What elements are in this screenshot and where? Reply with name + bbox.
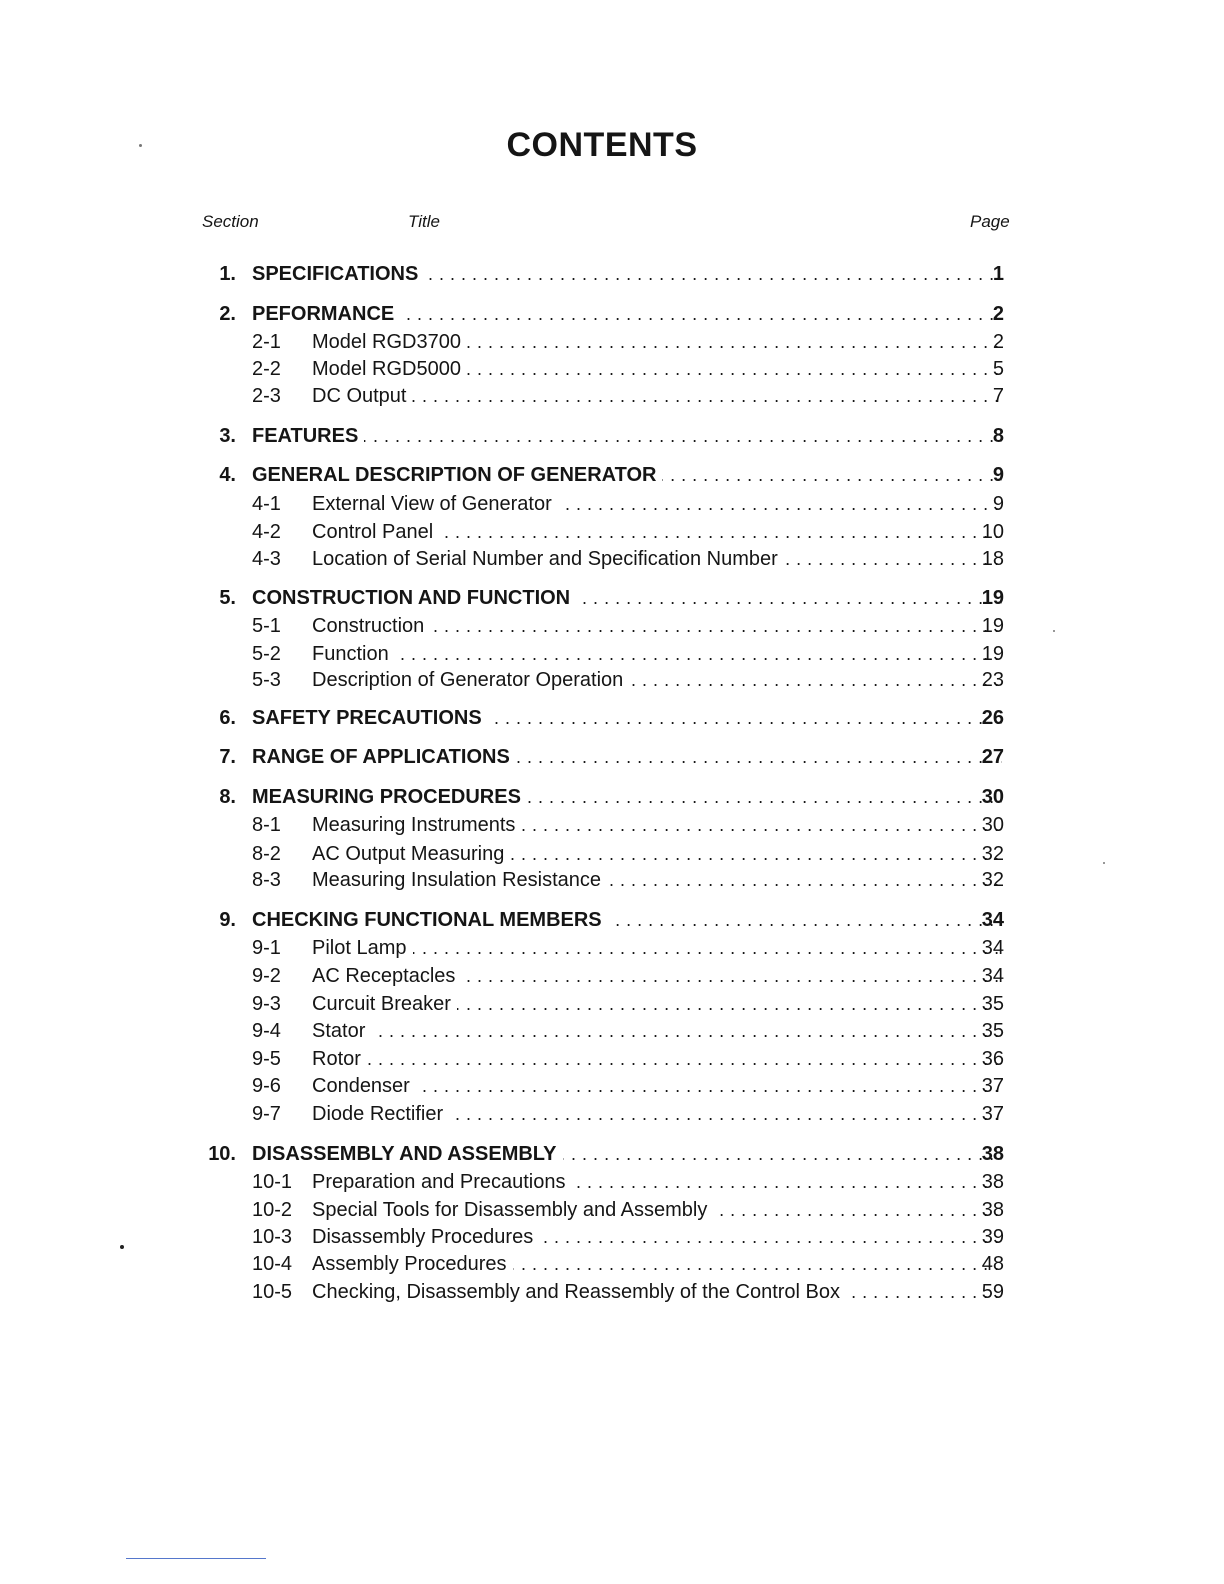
subsection-page: 34 <box>981 937 1004 959</box>
toc-subsection-row[interactable] <box>0 811 1224 839</box>
subsection-title: Rotor . . . <box>312 1045 1002 1073</box>
subsection-number: 8-3 <box>252 869 281 891</box>
subsection-title: Model RGD5000 . . . <box>312 355 1002 383</box>
section-page: 38 <box>981 1143 1004 1165</box>
section-page: 1 <box>992 263 1004 285</box>
subsection-number: 5-2 <box>252 643 281 665</box>
subsection-title: Function . . . <box>312 640 1002 668</box>
subsection-number: 2-1 <box>252 331 281 353</box>
toc-subsection-row[interactable] <box>0 1168 1224 1196</box>
toc-subsection-row[interactable] <box>0 1072 1224 1100</box>
subsection-title: Construction . . . <box>312 612 1002 640</box>
scan-edge-line <box>126 1558 266 1559</box>
subsection-number: 8-2 <box>252 843 281 865</box>
subsection-number: 9-3 <box>252 993 281 1015</box>
subsection-page: 38 <box>981 1171 1004 1193</box>
subsection-page: 36 <box>981 1048 1004 1070</box>
toc-section-row[interactable] <box>0 1140 1224 1168</box>
section-page: 8 <box>992 425 1004 447</box>
toc-subsection-row[interactable] <box>0 518 1224 546</box>
subsection-page: 34 <box>981 965 1004 987</box>
subsection-page: 48 <box>981 1253 1004 1275</box>
toc-subsection-row[interactable] <box>0 1250 1224 1278</box>
section-title: FEATURES . . . <box>252 422 1002 450</box>
subsection-page: 30 <box>981 814 1004 836</box>
section-column-header: Section <box>202 212 259 231</box>
subsection-number: 10-5 <box>252 1281 293 1303</box>
toc-section-row[interactable] <box>0 300 1224 328</box>
section-page: 9 <box>992 464 1004 486</box>
subsection-number: 4-1 <box>252 493 281 515</box>
toc-subsection-row[interactable] <box>0 1100 1224 1128</box>
section-number: 10. <box>208 1143 236 1165</box>
subsection-title: Description of Generator Operation . . . <box>312 666 1002 694</box>
subsection-title: Control Panel . . . <box>312 518 1002 546</box>
subsection-number: 9-2 <box>252 965 281 987</box>
subsection-title: Checking, Disassembly and Reassembly of the Control Box . . . <box>312 1278 1002 1306</box>
subsection-number: 2-3 <box>252 385 281 407</box>
section-title: PEFORMANCE . . . <box>252 300 1002 328</box>
toc-section-row[interactable] <box>0 584 1224 612</box>
scan-speck <box>1103 862 1105 864</box>
title-column-header: Title <box>408 212 440 231</box>
toc-section-row[interactable] <box>0 422 1224 450</box>
subsection-number: 4-3 <box>252 548 281 570</box>
subsection-title: Condenser . . . <box>312 1072 1002 1100</box>
toc-subsection-row[interactable] <box>0 962 1224 990</box>
subsection-number: 9-6 <box>252 1075 281 1097</box>
section-number: 3. <box>219 425 236 447</box>
section-page: 2 <box>992 303 1004 325</box>
scan-speck <box>120 1245 124 1249</box>
toc-subsection-row[interactable] <box>0 1017 1224 1045</box>
toc-subsection-row[interactable] <box>0 1278 1224 1306</box>
subsection-number: 10-3 <box>252 1226 293 1248</box>
subsection-number: 2-2 <box>252 358 281 380</box>
section-page: 30 <box>981 786 1004 808</box>
subsection-title: AC Receptacles . . . <box>312 962 1002 990</box>
subsection-number: 10-4 <box>252 1253 293 1275</box>
toc-section-row[interactable] <box>0 260 1224 288</box>
subsection-title: Disassembly Procedures . . . <box>312 1223 1002 1251</box>
subsection-title: Assembly Procedures . . . <box>312 1250 1002 1278</box>
subsection-number: 5-1 <box>252 615 281 637</box>
section-page: 19 <box>981 587 1004 609</box>
section-title: RANGE OF APPLICATIONS . . . <box>252 743 1002 771</box>
subsection-page: 7 <box>992 385 1004 407</box>
subsection-title: Special Tools for Disassembly and Assembly . . . <box>312 1196 1002 1224</box>
subsection-page: 23 <box>981 669 1004 691</box>
subsection-page: 2 <box>992 331 1004 353</box>
subsection-title: Measuring Insulation Resistance . . . <box>312 866 1002 894</box>
section-number: 6. <box>219 707 236 729</box>
section-page: 34 <box>981 909 1004 931</box>
subsection-title: Pilot Lamp . . . <box>312 934 1002 962</box>
subsection-page: 19 <box>981 615 1004 637</box>
toc-subsection-row[interactable] <box>0 545 1224 573</box>
subsection-page: 9 <box>992 493 1004 515</box>
subsection-page: 59 <box>981 1281 1004 1303</box>
subsection-title: DC Output . . . <box>312 382 1002 410</box>
subsection-page: 38 <box>981 1199 1004 1221</box>
subsection-page: 35 <box>981 993 1004 1015</box>
subsection-title: Stator . . . <box>312 1017 1002 1045</box>
toc-subsection-row[interactable] <box>0 490 1224 518</box>
subsection-page: 10 <box>981 521 1004 543</box>
subsection-number: 9-1 <box>252 937 281 959</box>
toc-subsection-row[interactable] <box>0 866 1224 894</box>
toc-subsection-row[interactable] <box>0 355 1224 383</box>
subsection-number: 4-2 <box>252 521 281 543</box>
subsection-page: 37 <box>981 1103 1004 1125</box>
subsection-page: 5 <box>992 358 1004 380</box>
section-title: SAFETY PRECAUTIONS . . . <box>252 704 1002 732</box>
subsection-title: External View of Generator . . . <box>312 490 1002 518</box>
subsection-title: Diode Rectifier . . . <box>312 1100 1002 1128</box>
toc-section-row[interactable] <box>0 704 1224 732</box>
scan-speck <box>139 144 142 147</box>
subsection-number: 5-3 <box>252 669 281 691</box>
subsection-page: 32 <box>981 843 1004 865</box>
subsection-page: 37 <box>981 1075 1004 1097</box>
toc-subsection-row[interactable] <box>0 840 1224 868</box>
section-number: 7. <box>219 746 236 768</box>
toc-section-row[interactable] <box>0 461 1224 489</box>
section-title: SPECIFICATIONS . . . <box>252 260 1002 288</box>
section-number: 2. <box>219 303 236 325</box>
section-title: DISASSEMBLY AND ASSEMBLY . . . <box>252 1140 1002 1168</box>
toc-subsection-row[interactable] <box>0 382 1224 410</box>
scan-speck <box>1053 630 1055 632</box>
subsection-page: 32 <box>981 869 1004 891</box>
section-title: CHECKING FUNCTIONAL MEMBERS . . . <box>252 906 1002 934</box>
subsection-page: 18 <box>981 548 1004 570</box>
toc-subsection-row[interactable] <box>0 1196 1224 1224</box>
toc-section-row[interactable] <box>0 783 1224 811</box>
toc-subsection-row[interactable] <box>0 1045 1224 1073</box>
section-number: 9. <box>219 909 236 931</box>
section-page: 26 <box>981 707 1004 729</box>
toc-subsection-row[interactable] <box>0 990 1224 1018</box>
toc-subsection-row[interactable] <box>0 666 1224 694</box>
page-title: CONTENTS <box>506 126 698 164</box>
toc-subsection-row[interactable] <box>0 640 1224 668</box>
page-column-header: Page <box>970 212 1010 231</box>
toc-section-row[interactable] <box>0 743 1224 771</box>
subsection-title: Measuring Instruments . . . <box>312 811 1002 839</box>
subsection-page: 39 <box>981 1226 1004 1248</box>
subsection-title: Curcuit Breaker . . . <box>312 990 1002 1018</box>
subsection-title: Location of Serial Number and Specification Number . . . <box>312 545 1002 573</box>
section-number: 5. <box>219 587 236 609</box>
section-number: 8. <box>219 786 236 808</box>
toc-subsection-row[interactable] <box>0 328 1224 356</box>
section-number: 4. <box>219 464 236 486</box>
toc-subsection-row[interactable] <box>0 612 1224 640</box>
subsection-number: 8-1 <box>252 814 281 836</box>
section-page: 27 <box>981 746 1004 768</box>
subsection-number: 9-7 <box>252 1103 281 1125</box>
section-number: 1. <box>219 263 236 285</box>
toc-subsection-row[interactable] <box>0 934 1224 962</box>
subsection-number: 10-1 <box>252 1171 293 1193</box>
section-title: MEASURING PROCEDURES . . . <box>252 783 1002 811</box>
subsection-page: 19 <box>981 643 1004 665</box>
toc-section-row[interactable] <box>0 906 1224 934</box>
subsection-title: AC Output Measuring . . . <box>312 840 1002 868</box>
subsection-number: 10-2 <box>252 1199 293 1221</box>
subsection-page: 35 <box>981 1020 1004 1042</box>
toc-subsection-row[interactable] <box>0 1223 1224 1251</box>
section-title: GENERAL DESCRIPTION OF GENERATOR . . . <box>252 461 1002 489</box>
subsection-number: 9-4 <box>252 1020 281 1042</box>
subsection-title: Model RGD3700 . . . <box>312 328 1002 356</box>
subsection-number: 9-5 <box>252 1048 281 1070</box>
section-title: CONSTRUCTION AND FUNCTION . . . <box>252 584 1002 612</box>
subsection-title: Preparation and Precautions . . . <box>312 1168 1002 1196</box>
